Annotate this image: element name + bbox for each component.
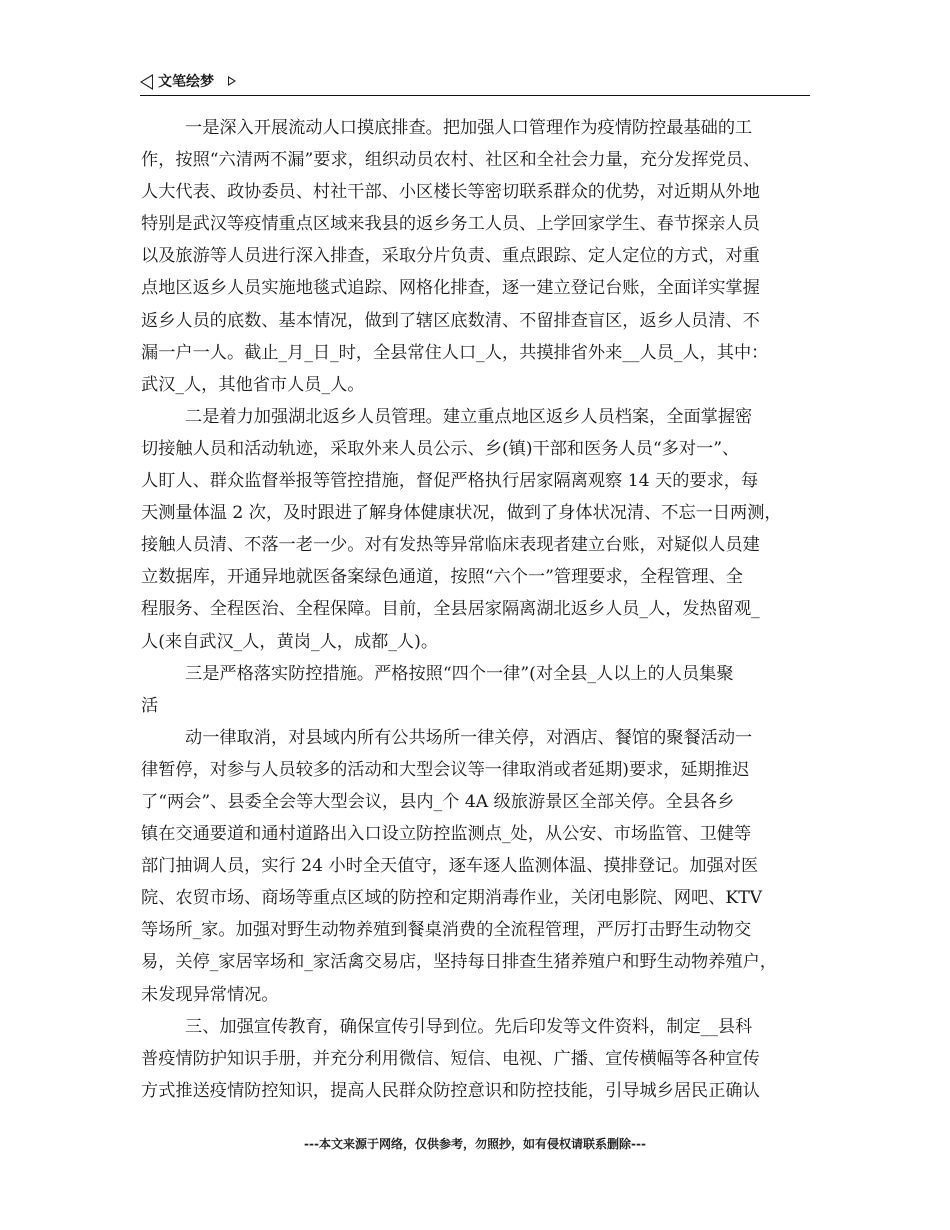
- text-line: 易，关停_家居宰场和_家活禽交易店，坚持每日排查生猪养殖户和野生动物养殖户，: [141, 952, 777, 973]
- text-line: 程服务、全程医治、全程保障。目前，全县居家隔离湖北返乡人员_人，发热留观_: [141, 599, 760, 620]
- text-line: 律暂停，对参与人员较多的活动和大型会议等一律取消或者延期)要求，延期推迟: [141, 759, 750, 780]
- left-triangle-icon: [140, 74, 153, 90]
- text-line: 方式推送疫情防控知识，提高人民群众防控意识和防控技能，引导城乡居民正确认: [141, 1080, 760, 1101]
- text-line: 漏一户一人。截止_月_日_时，全县常住人口_人，共摸排省外来__人员_人，其中：: [141, 342, 769, 363]
- text-line: 人大代表、政协委员、村社干部、小区楼长等密切联系群众的优势，对近期从外地: [141, 182, 760, 203]
- text-line: 等场所_家。加强对野生动物养殖到餐桌消费的全流程管理，严厉打击野生动物交: [141, 920, 752, 941]
- text-line: 院、农贸市场、商场等重点区域的防控和定期消毒作业，关闭电影院、网吧、KTV: [141, 888, 763, 909]
- text-line: 镇在交通要道和通村道路出入口设立防控监测点_处，从公安、市场监管、卫健等: [141, 824, 752, 845]
- text-line: 以及旅游等人员进行深入排查，采取分片负责、重点跟踪、定人定位的方式，对重: [141, 246, 760, 267]
- text-line: 部门抽调人员，实行 24 小时全天值守，逐车逐人监测体温、摸排登记。加强对医: [141, 856, 759, 877]
- text-line: 未发现异常情况。: [141, 984, 279, 1005]
- header-brand: 文笔绘梦: [158, 74, 214, 90]
- text-line: 三是严格落实防控措施。严格按照“四个一律”(对全县_人以上的人员集聚: [185, 663, 734, 684]
- text-line: 作，按照“六清两不漏”要求，组织动员农村、社区和全社会力量，充分发挥党员、: [141, 150, 761, 171]
- text-line: 二是着力加强湖北返乡人员管理。建立重点地区返乡人员档案，全面掌握密: [185, 406, 753, 427]
- header-rule: [140, 95, 810, 96]
- text-line: 三、加强宣传教育，确保宣传引导到位。先后印发等文件资料，制定__县科: [185, 1016, 753, 1037]
- text-line: 点地区返乡人员实施地毯式追踪、网格化排查，逐一建立登记台账，全面详实掌握: [141, 278, 760, 299]
- text-line: 武汉_人，其他省市人员_人。: [141, 374, 365, 395]
- text-line: 接触人员清、不落一老一少。对有发热等异常临床表现者建立台账，对疑似人员建: [141, 535, 760, 556]
- text-line: 动一律取消，对县域内所有公共场所一律关停，对酒店、餐馆的聚餐活动一: [185, 727, 753, 748]
- text-line: 立数据库，开通异地就医备案绿色通道，按照“六个一”管理要求，全程管理、全: [141, 567, 743, 588]
- text-line: 天测量体温 2 次，及时跟进了解身体健康状况，做到了身体状况清、不忘一日两测，: [141, 503, 782, 524]
- text-line: 了“两会”、县委全会等大型会议，县内_个 4A 级旅游景区全部关停。全县各乡: [141, 791, 735, 812]
- document-header: [140, 72, 810, 94]
- text-line: 返乡人员的底数、基本情况，做到了辖区底数清、不留排查盲区，返乡人员清、不: [141, 310, 760, 331]
- document-body: [141, 112, 821, 1107]
- footer-disclaimer: ---本文来源于网络，仅供参考，勿照抄，如有侵权请联系删除---: [304, 1137, 646, 1151]
- text-line: 活: [141, 695, 159, 716]
- text-line: 特别是武汉等疫情重点区域来我县的返乡务工人员、上学回家学生、春节探亲人员: [141, 214, 760, 235]
- text-line: 普疫情防护知识手册，并充分利用微信、短信、电视、广播、宣传横幅等各种宣传: [141, 1048, 760, 1069]
- right-triangle-icon: [228, 76, 236, 86]
- text-line: 切接触人员和活动轨迹，采取外来人员公示、乡(镇)干部和医务人员“多对一”、: [141, 438, 740, 459]
- text-line: 人盯人、群众监督举报等管控措施，督促严格执行居家隔离观察 14 天的要求，每: [141, 471, 759, 492]
- text-line: 一是深入开展流动人口摸底排查。把加强人口管理作为疫情防控最基础的工: [185, 118, 753, 138]
- text-line: 人(来自武汉_人，黄岗_人，成都_人)。: [141, 631, 439, 652]
